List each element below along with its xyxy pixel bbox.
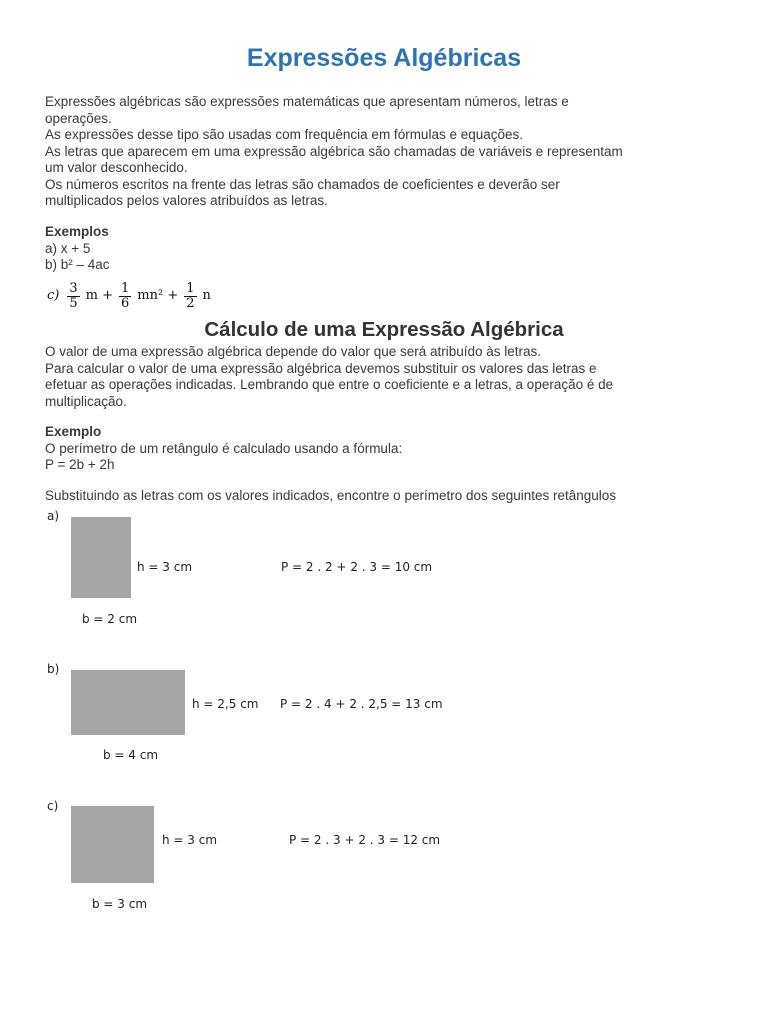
example-line: O perímetro de um retângulo é calculado usando a fórmula: — [45, 440, 403, 456]
intro-line: As letras que aparecem em uma expressão algébrica são chamadas de variáveis e representam — [45, 143, 623, 159]
rectangle-label: b) — [47, 662, 60, 676]
instruction-text — [45, 488, 715, 505]
rectangle-height: h = 3 cm — [137, 560, 193, 574]
rectangle-base: b = 4 cm — [103, 748, 159, 762]
intro-line: multiplicados pelos valores atribuídos as letras. — [45, 193, 328, 208]
example-c-expression — [47, 276, 213, 316]
intro-line: As expressões desse tipo são usadas com frequência em fórmulas e equações. — [45, 127, 524, 142]
fraction — [119, 282, 131, 311]
fraction-denominator: 5 — [69, 295, 78, 311]
fraction — [184, 282, 196, 311]
rectangle-label: a) — [47, 509, 60, 523]
calculation-line: multiplicação. — [45, 393, 127, 409]
rectangle-base: b = 2 cm — [82, 612, 138, 626]
examples-block — [45, 224, 715, 274]
calculation-line: Para calcular o valor de uma expressão algébrica devemos substituir os valores das letras e — [45, 360, 597, 376]
fraction-numerator: 1 — [121, 280, 130, 296]
expression-term: m + — [85, 287, 113, 303]
examples-heading: Exemplos — [45, 224, 109, 239]
example-b: b) b² – 4ac — [45, 257, 110, 272]
intro-line: Expressões algébricas são expressões matemáticas que apresentam números, letras e — [45, 94, 569, 109]
expression-term: mn² + — [137, 287, 179, 303]
fraction-denominator: 2 — [186, 295, 195, 311]
fraction-numerator: 1 — [186, 280, 195, 296]
intro-line: um valor desconhecido. — [45, 160, 188, 175]
fraction-denominator: 6 — [121, 295, 130, 311]
section-heading: Cálculo de uma Expressão Algébrica — [204, 318, 564, 341]
rectangle-height: h = 3 cm — [162, 833, 218, 847]
rectangle-shape — [71, 670, 185, 735]
example-line: P = 2b + 2h — [45, 457, 115, 472]
example-block — [45, 424, 715, 474]
instruction-line: Substituindo as letras com os valores indicados, encontre o perímetro dos seguintes retângulos — [45, 488, 617, 503]
expression-term: n — [202, 287, 211, 303]
rectangle-formula: P = 2 . 3 + 2 . 3 = 12 cm — [289, 833, 441, 847]
calculation-line: efetuar as operações indicadas. Lembrando que entre o coeficiente e a letras, a operação é de — [45, 377, 614, 392]
example-a: a) x + 5 — [45, 240, 91, 256]
rectangle-formula: P = 2 . 4 + 2 . 2,5 = 13 cm — [280, 697, 443, 711]
rectangle-shape — [71, 517, 131, 598]
calculation-line: O valor de uma expressão algébrica depende do valor que será atribuído às letras. — [45, 344, 542, 359]
fraction — [67, 282, 79, 311]
intro-line: operações. — [45, 110, 112, 126]
fraction-numerator: 3 — [69, 280, 78, 296]
rectangle-label: c) — [47, 799, 59, 813]
page-title: Expressões Algébricas — [246, 44, 522, 72]
example-c-label: c) — [47, 287, 60, 303]
intro-paragraph — [45, 94, 715, 210]
rectangle-base: b = 3 cm — [92, 897, 148, 911]
calculation-paragraph — [45, 344, 715, 410]
rectangle-formula: P = 2 . 2 + 2 . 3 = 10 cm — [281, 560, 433, 574]
intro-line: Os números escritos na frente das letras são chamados de coeficientes e deverão ser — [45, 176, 560, 192]
rectangle-shape — [71, 806, 154, 883]
example-heading: Exemplo — [45, 424, 102, 439]
rectangle-height: h = 2,5 cm — [192, 697, 259, 711]
